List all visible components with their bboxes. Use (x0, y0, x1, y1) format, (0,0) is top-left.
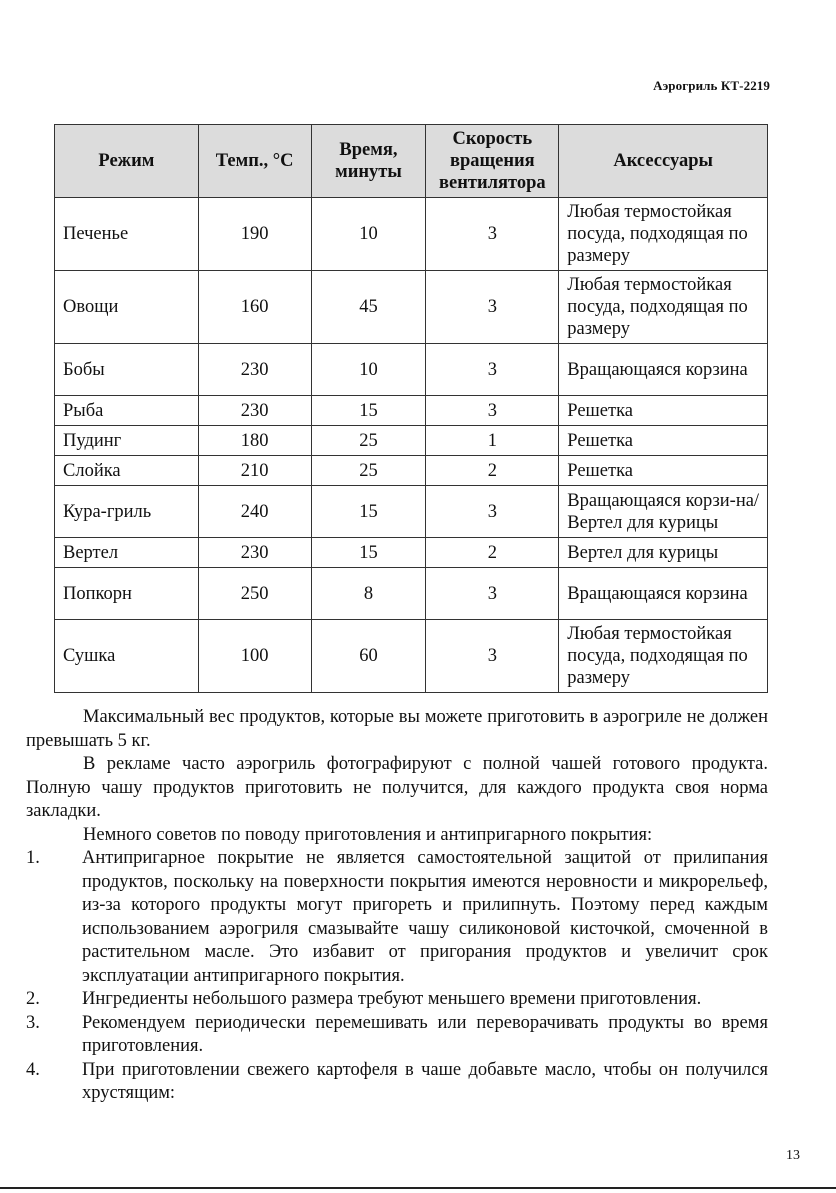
list-item-text: Ингредиенты небольшого размера требуют меньшего времени приготовления. (82, 989, 702, 1009)
paragraph-max-weight: Максимальный вес продуктов, которые вы можете приготовить в аэрогриле не должен превышать 5 кг. (26, 707, 768, 751)
cell-fan-speed: 2 (426, 456, 559, 486)
cell-mode: Сушка (55, 620, 199, 693)
column-header-fan-speed: Скорость вращения вентилятора (426, 125, 559, 198)
cell-time: 60 (311, 620, 426, 693)
cell-time: 25 (311, 456, 426, 486)
cell-temp: 210 (198, 456, 311, 486)
cell-accessory: Решетка (559, 396, 768, 426)
list-item (26, 847, 768, 988)
table-row (55, 620, 768, 693)
body-text (26, 706, 768, 1106)
cell-temp: 230 (198, 396, 311, 426)
cell-mode: Слойка (55, 456, 199, 486)
cell-accessory: Решетка (559, 456, 768, 486)
cell-fan-speed: 3 (426, 271, 559, 344)
list-item (26, 988, 768, 1012)
table-row (55, 568, 768, 620)
list-item (26, 1059, 768, 1106)
cell-fan-speed: 3 (426, 486, 559, 538)
table-row (55, 198, 768, 271)
table-row (55, 486, 768, 538)
cell-fan-speed: 3 (426, 396, 559, 426)
column-header-temp: Темп., °C (198, 125, 311, 198)
cell-temp: 230 (198, 538, 311, 568)
list-item-text: Рекомендуем периодически перемешивать или переворачивать продукты во время приготовления. (82, 1012, 768, 1056)
table-row (55, 538, 768, 568)
cell-fan-speed: 3 (426, 568, 559, 620)
cell-mode: Попкорн (55, 568, 199, 620)
paragraph-tips-intro: Немного советов по поводу приготовления и антипригарного покрытия: (83, 824, 653, 845)
table-row (55, 426, 768, 456)
cell-accessory: Вертел для курицы (559, 538, 768, 568)
cell-mode: Овощи (55, 271, 199, 344)
cell-time: 10 (311, 344, 426, 396)
cell-time: 25 (311, 426, 426, 456)
cell-mode: Рыба (55, 396, 199, 426)
list-item-number: 4. (26, 1059, 40, 1080)
cell-mode: Пудинг (55, 426, 199, 456)
cell-accessory: Любая термостойкая посуда, подходящая по размеру (559, 271, 768, 344)
cell-mode: Печенье (55, 198, 199, 271)
tips-list (26, 847, 768, 1106)
cell-accessory: Решетка (559, 426, 768, 456)
cell-fan-speed: 2 (426, 538, 559, 568)
cell-accessory: Любая термостойкая посуда, подходящая по размеру (559, 198, 768, 271)
document-header-model: Аэрогриль КТ-2219 (653, 78, 770, 93)
table-row (55, 344, 768, 396)
list-item-number: 2. (26, 989, 40, 1009)
cell-time: 10 (311, 198, 426, 271)
table-header-row (55, 125, 768, 198)
list-item-text: При приготовлении свежего картофеля в чаше добавьте масло, чтобы он получился хрустящим: (82, 1059, 768, 1103)
cell-fan-speed: 1 (426, 426, 559, 456)
cell-temp: 100 (198, 620, 311, 693)
cell-time: 15 (311, 538, 426, 568)
cell-mode: Кура-гриль (55, 486, 199, 538)
cell-mode: Вертел (55, 538, 199, 568)
cell-mode: Бобы (55, 344, 199, 396)
cell-temp: 180 (198, 426, 311, 456)
table-row (55, 271, 768, 344)
column-header-mode: Режим (55, 125, 199, 198)
column-header-time: Время, минуты (311, 125, 426, 198)
cell-accessory: Вращающаяся корзина (559, 344, 768, 396)
list-item-number: 3. (26, 1012, 40, 1033)
list-item-text: Антипригарное покрытие не является самостоятельной защитой от прилипания продуктов, поскольку на поверхности покрытия имеются неровности и микрорельеф, из-за которого продукты могут пригореть и прилипнуть. Поэтому перед каждым использованием аэрогриля смазывайте чашу силиконовой кисточкой, смоченной в растительном масле. Это избавит от пригорания продуктов и увеличит срок эксплуатации антипригарного покрытия. (82, 848, 768, 986)
cell-time: 8 (311, 568, 426, 620)
cell-time: 15 (311, 486, 426, 538)
cell-temp: 190 (198, 198, 311, 271)
table-row (55, 456, 768, 486)
page-number: 13 (786, 1148, 800, 1163)
cell-temp: 230 (198, 344, 311, 396)
cell-fan-speed: 3 (426, 198, 559, 271)
list-item (26, 1012, 768, 1059)
cell-accessory: Любая термостойкая посуда, подходящая по размеру (559, 620, 768, 693)
list-item-number: 1. (26, 848, 40, 868)
cell-temp: 240 (198, 486, 311, 538)
paragraph-advertising: В рекламе часто аэрогриль фотографируют с полной чашей готового продукта. Полную чашу продуктов приготовить не получится, для каждого продукта своя норма закладки. (26, 754, 768, 821)
cell-time: 45 (311, 271, 426, 344)
table-row (55, 396, 768, 426)
column-header-accessories: Аксессуары (559, 125, 768, 198)
cell-accessory: Вращающаяся корзи-на/ Вертел для курицы (559, 486, 768, 538)
cell-temp: 250 (198, 568, 311, 620)
cell-temp: 160 (198, 271, 311, 344)
cell-fan-speed: 3 (426, 620, 559, 693)
cell-accessory: Вращающаяся корзина (559, 568, 768, 620)
cell-fan-speed: 3 (426, 344, 559, 396)
cell-time: 15 (311, 396, 426, 426)
cooking-modes-table (54, 124, 768, 693)
bottom-divider (0, 1187, 836, 1189)
